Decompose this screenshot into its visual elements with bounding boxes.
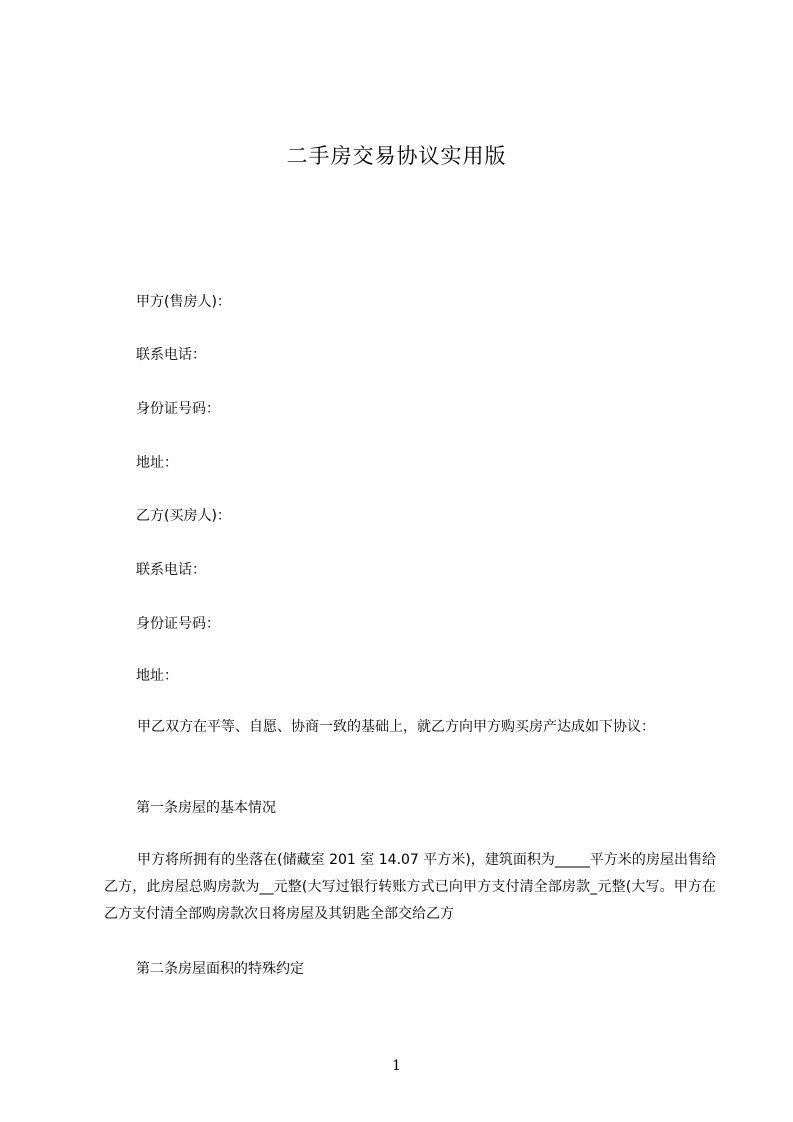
article-1-body: 甲方将所拥有的坐落在(储藏室 201 室 14.07 平方米)，建筑面积为_____平方米的房屋出售给乙方，此房屋总购房款为__元整(大写过银行转账方式已向甲方支付清全部房款_元整(大写。甲方在乙方支付清全部购房款次日将房屋及其钥匙全部交给乙方 [104, 852, 716, 922]
party-a-label: 甲方(售房人)： [136, 294, 231, 310]
party-b-label: 乙方(买房人)： [136, 508, 231, 524]
party-b-id-label: 身份证号码： [136, 616, 220, 632]
party-a-address-label: 地址： [136, 455, 178, 471]
article-1-heading: 第一条房屋的基本情况 [136, 800, 276, 816]
article-2-heading: 第二条房屋面积的特殊约定 [136, 961, 304, 977]
party-a-id-label: 身份证号码： [136, 401, 220, 417]
party-b-phone-label: 联系电话： [136, 562, 206, 578]
party-a-phone-label: 联系电话： [136, 347, 206, 363]
document-title: 二手房交易协议实用版 [286, 144, 507, 168]
page-number: 1 [392, 1058, 401, 1074]
preamble-paragraph: 甲乙双方在平等、自愿、协商一致的基础上，就乙方向甲方购买房产达成如下协议： [137, 719, 655, 735]
party-b-address-label: 地址： [136, 668, 178, 684]
